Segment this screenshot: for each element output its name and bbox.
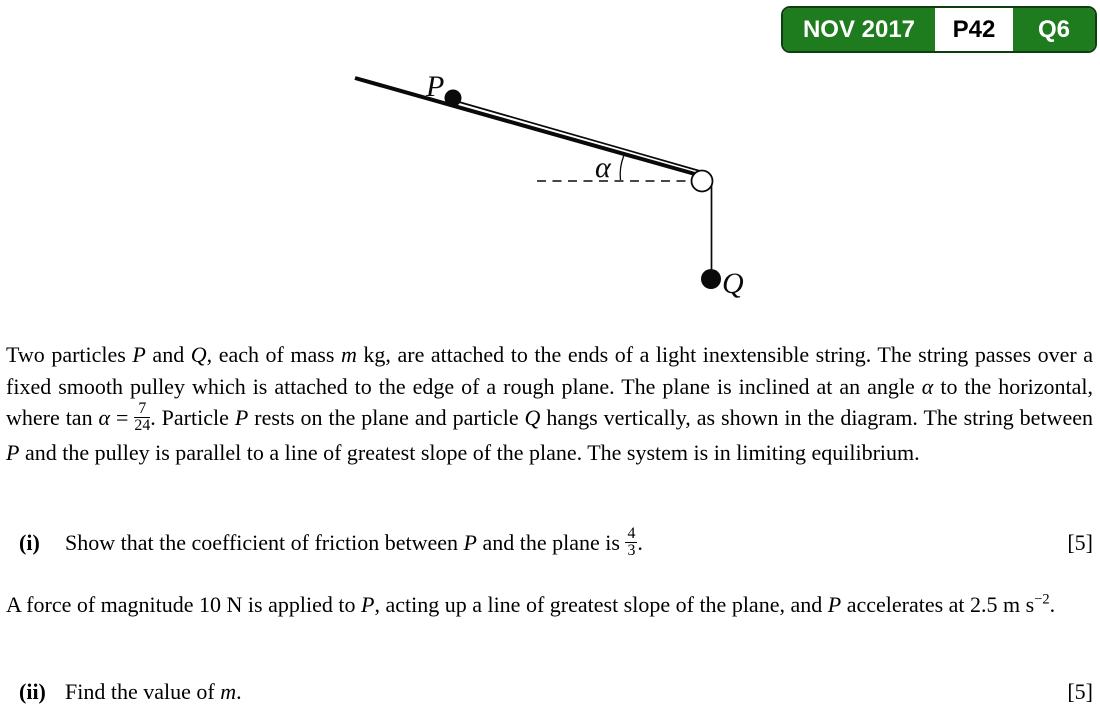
fraction: $\frac{7}{24}$ [134, 400, 151, 435]
fraction: $\frac{4}{3}$ [627, 525, 636, 560]
part-i-marker: (i) [19, 530, 40, 555]
part-ii-text: Find the value of m. [65, 679, 242, 704]
particle-p-label: P [426, 70, 445, 103]
question-part-i [6, 527, 1093, 562]
particle-q-label: Q [722, 267, 744, 300]
alpha-angle-label: α [595, 151, 611, 184]
part-ii-marker: (ii) [19, 679, 46, 704]
question-statement-paragraph: Two particles P and Q, each of mass m kg, are attached to the ends of a light inextensible string. The string passes over a fixed smooth pulley which is attached to the edge of a rough plane. The plane is inclined at an angle α to the horizontal, where tan α = $\frac{7}{24}$ . Particle P rests on the plane and particle Q hangs vertically, as shown in the diagram. The string between P and the pulley is parallel to a line of greatest slope of the plane. The system is in limiting equilibrium. [6, 342, 1094, 465]
pulley-incline-diagram [0, 0, 1100, 330]
session-label: NOV 2017 [783, 8, 935, 51]
particle-p-dot [445, 90, 462, 107]
paper-number-label: P42 [935, 8, 1013, 51]
inclined-plane-line [355, 78, 702, 176]
part-i-marks: [5] [1067, 530, 1093, 555]
part-i-text: Show that the coefficient of friction between P and the plane is $\frac{4}{3}$ . [65, 525, 643, 560]
part-ii-marks: [5] [1067, 679, 1093, 704]
pulley-circle [692, 171, 713, 192]
string-on-plane-line [459, 102, 700, 171]
particle-q-dot [701, 269, 721, 289]
force-statement-paragraph: A force of magnitude 10 N is applied to P, acting up a line of greatest slope of the plane, and P accelerates at 2.5 m $s^{-2}$. [6, 591, 1056, 617]
angle-arc [620, 155, 624, 180]
question-part-ii [6, 676, 1093, 708]
question-number-label: Q6 [1013, 8, 1095, 51]
